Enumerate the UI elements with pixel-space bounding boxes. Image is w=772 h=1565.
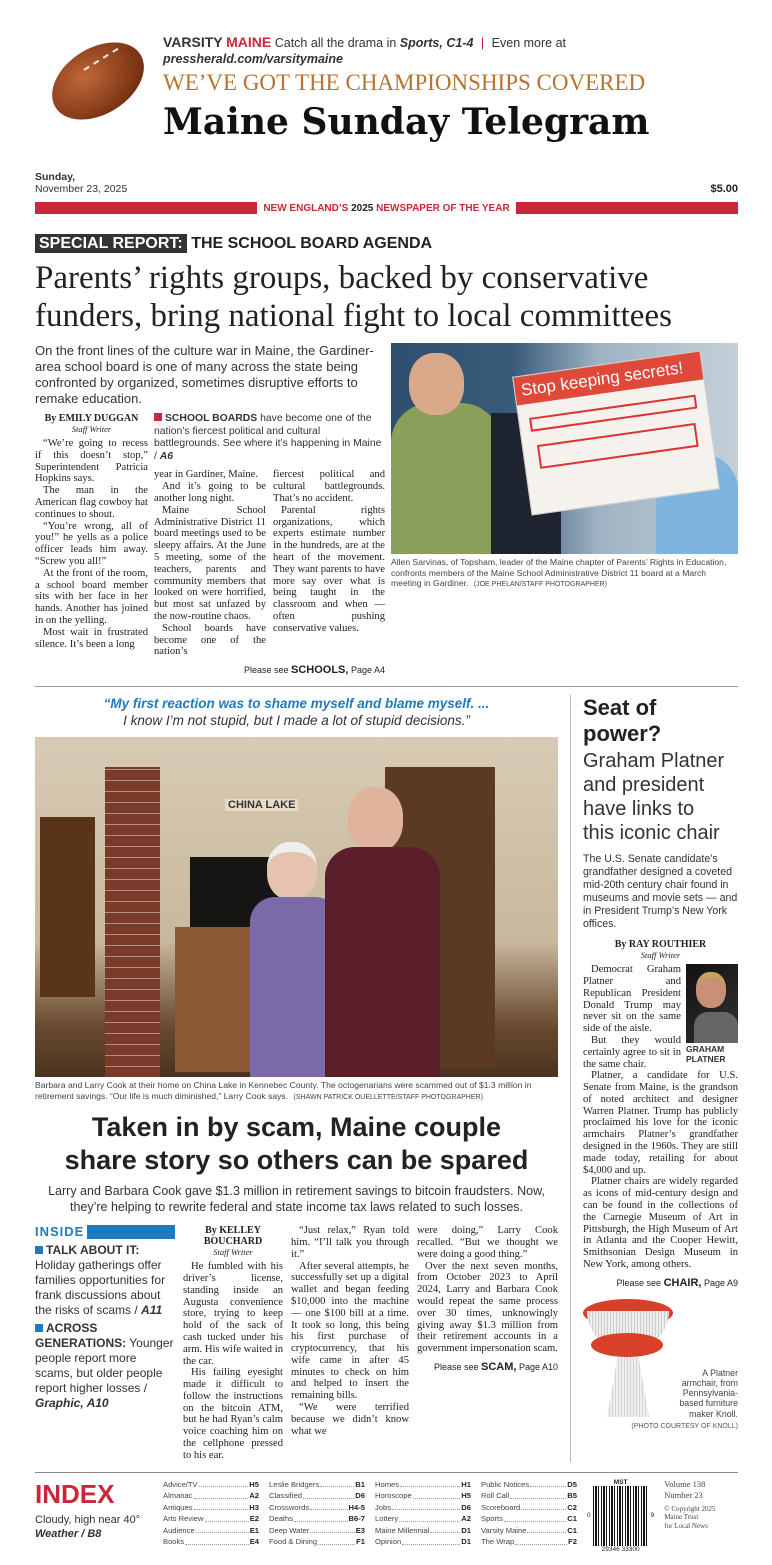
platner-chair-photo <box>583 1299 673 1419</box>
index-page: B6-7 <box>348 1514 365 1524</box>
index-page: B5 <box>567 1491 577 1501</box>
index-page: E1 <box>249 1525 259 1535</box>
chair-headline-line: have links to <box>583 798 695 821</box>
index-page: D6 <box>461 1502 471 1512</box>
chair-byline: By RAY ROUTHIER Staff Writer <box>614 939 707 961</box>
index-page: B1 <box>355 1479 365 1489</box>
index-section-name: Audience <box>163 1525 195 1535</box>
paragraph: “Just relax,” Ryan told him. “I’ll talk you through it.” <box>291 1225 409 1260</box>
lead-col-3 <box>273 469 385 658</box>
index-column <box>375 1479 471 1553</box>
paragraph: But they would certainly agree to sit in the same chair. <box>583 1034 681 1070</box>
index-section-name: Homes <box>375 1479 400 1489</box>
paragraph: year in Gardiner, Maine. <box>154 469 258 481</box>
promo-sports-ref: Sports, C1-4 <box>399 36 474 50</box>
promo-separator: | <box>480 36 485 50</box>
lead-byline: By EMILY DUGGAN Staff Writer <box>44 413 139 434</box>
chair-kicker[interactable]: Seat of power? <box>583 695 662 747</box>
index-entry[interactable] <box>163 1502 259 1514</box>
index-section-name: Jobs <box>375 1502 392 1512</box>
index-section-name: The Wrap <box>481 1537 515 1547</box>
weather[interactable]: Cloudy, high near 40° Weather / B8 <box>35 1513 141 1540</box>
index-page: H4-5 <box>348 1502 365 1512</box>
index-section-name: Lottery <box>375 1514 399 1524</box>
lead-headline-line: Parents’ rights groups, backed by conservative <box>35 260 649 296</box>
index-entry[interactable] <box>481 1513 577 1525</box>
paragraph: School boards have become one of the nation’s <box>154 622 266 658</box>
scam-headline-line: Taken in by scam, Maine couple <box>91 1112 502 1143</box>
platner-mug-label: GRAHAM PLATNER <box>686 1044 726 1064</box>
index-page: H5 <box>461 1491 471 1501</box>
lead-deck: On the front lines of the culture war in Maine, the Gardiner-area school board is one of many across the state being confronted by organized, sometimes disruptive efforts to remake education. <box>35 343 374 406</box>
masthead-area <box>35 34 738 169</box>
index-page: A2 <box>249 1491 259 1501</box>
lead-headline-line: funders, bring national fight to local committees <box>35 298 672 334</box>
schools-jump[interactable]: Please see SCHOOLS, Page A4 <box>243 664 385 677</box>
index-section-name: Horoscope <box>375 1491 412 1501</box>
index-page: C1 <box>567 1525 577 1535</box>
index-entry[interactable] <box>163 1536 259 1548</box>
promo-text-b: Even more at <box>491 36 566 50</box>
index-section-name: Scoreboard <box>481 1502 521 1512</box>
index-page: F1 <box>356 1537 365 1547</box>
platner-mug-block <box>686 964 738 1064</box>
paragraph: After several attempts, he successfully set up a digital wallet and began feeding $10,000 into the machine — one $100 bill at a time. It took so long, this being his first purchase of cryptocurrency, that his wife came in after 45 minutes to check on him and helped to insert the remaining bills. <box>291 1260 409 1402</box>
lead-col-1 <box>35 438 148 650</box>
index-entry[interactable] <box>269 1536 365 1548</box>
index-page: E3 <box>355 1525 365 1535</box>
promo-url[interactable]: pressherald.com/varsitymaine <box>163 52 343 66</box>
paragraph: At the front of the room, a school board member sits with her face in her hands. Another has joined in on the yelling. <box>35 567 148 626</box>
index-entry[interactable] <box>375 1525 471 1537</box>
masthead-day: Sunday, <box>35 171 76 183</box>
index-page: E2 <box>249 1514 259 1524</box>
chair-headline-line: Graham Platner <box>583 750 725 773</box>
inside-item-talk[interactable]: TALK ABOUT IT: Holiday gatherings offer families opportunities for frank discussions about the risks of scams / A11 <box>35 1243 166 1318</box>
paragraph: “We were terrified because we didn’t know what we <box>291 1402 409 1437</box>
index-entry[interactable] <box>269 1513 365 1525</box>
lead-headline[interactable] <box>35 259 738 335</box>
kicker-text: THE SCHOOL BOARD AGENDA <box>191 235 433 252</box>
protest-sign-text: Stop keeping secrets! <box>513 352 703 406</box>
scam-headline-line: share story so others can be spared <box>64 1145 529 1176</box>
cook-photo-caption: Barbara and Larry Cook at their home on China Lake in Kennebec County. The octogenarians were scammed out of $1.3 million in retirement savings. “Our life is much diminished,” Larry Cook says. (SHAWN PATRICK OUELLETTE/STAFF PHOTOGRAPHER) <box>35 1080 532 1101</box>
index-section-name: Almanac <box>163 1491 193 1501</box>
varsity-promo[interactable] <box>163 34 738 67</box>
index-page: F2 <box>568 1537 577 1547</box>
special-report-kicker <box>35 233 738 255</box>
masthead-date: November 23, 2025 <box>35 183 128 195</box>
china-lake-sign: CHINA LAKE <box>225 799 298 811</box>
platner-mugshot <box>686 964 738 1043</box>
inside-box <box>35 1225 175 1462</box>
scam-col-3 <box>417 1225 558 1355</box>
cook-couple-photo <box>35 737 558 1077</box>
index-entry[interactable] <box>481 1525 577 1537</box>
index-title: INDEX <box>35 1478 115 1509</box>
index-entry[interactable] <box>375 1536 471 1548</box>
promo-text: Catch all the drama in <box>274 36 400 50</box>
index-section <box>35 1472 738 1553</box>
index-section-name: Sports <box>481 1514 503 1524</box>
school-board-photo <box>391 343 738 554</box>
index-column <box>481 1479 577 1553</box>
index-section-name: Opinion <box>375 1537 402 1547</box>
index-section-name: Public Notices <box>481 1479 530 1489</box>
chair-photo-credit: (PHOTO COURTESY OF KNOLL) <box>631 1422 738 1430</box>
index-section-name: Advice/TV <box>163 1479 198 1489</box>
index-entry[interactable] <box>163 1513 259 1525</box>
paragraph: Platner, a candidate for U.S. Senate from Maine, is the grandson of noted architect and designer Warren Platner. Trump has publicly proclaimed his love for the iconic armchairs Platner’s grandfather designed in the 1960s. They are still made today, retailing for about $4,000 and up. <box>583 1070 738 1176</box>
barcode: 0 MST 29346 33300 9 <box>587 1478 655 1553</box>
paragraph: Parental rights organizations, which experts estimate number in the hundreds, are at the heart of the movement. They want parents to have more say over what is being taught in the classroom and when — often pushing conservative values. <box>273 504 385 634</box>
index-section-name: Roll Call <box>481 1491 510 1501</box>
scam-headline[interactable] <box>35 1111 558 1177</box>
index-section-name: Crosswords <box>269 1502 310 1512</box>
lead-col-2 <box>154 469 266 658</box>
index-entry[interactable] <box>375 1479 471 1491</box>
index-entry[interactable] <box>269 1502 365 1514</box>
index-column <box>269 1479 365 1553</box>
price: $5.00 <box>710 183 738 195</box>
index-page: H1 <box>461 1479 471 1489</box>
scam-col-1 <box>183 1261 283 1462</box>
index-entry[interactable] <box>375 1513 471 1525</box>
paragraph: Platner chairs are widely regarded as icons of mid-century design and can be found in the collections of the Carnegie Museum of Art in Pittsburgh, the High Museum of Art in Atlanta and the Cooper Hewitt, Smithsonian Design Museum in New York, among others. <box>583 1176 738 1271</box>
index-page: E4 <box>249 1537 259 1547</box>
index-page: D5 <box>567 1479 577 1489</box>
paragraph: Democrat Graham Platner and Republican President Donald Trump may never sit on the same side of the aisle. <box>583 964 681 1035</box>
index-entry[interactable] <box>481 1536 577 1548</box>
inside-item-generations[interactable]: ACROSS GENERATIONS: Younger people report more scams, but older people report higher losses / Graphic, A10 <box>35 1321 174 1411</box>
index-entry[interactable] <box>481 1479 577 1491</box>
index-section-name: Deep Water <box>269 1525 310 1535</box>
index-section-name: Classified <box>269 1491 302 1501</box>
chair-deck: The U.S. Senate candidate’s grandfather designed a coveted mid-20th century chair found in museums and movie sets — and in President Trump’s New York offices. <box>583 853 738 931</box>
index-entry[interactable] <box>269 1525 365 1537</box>
section-divider <box>35 686 738 687</box>
index-section-name: Books <box>163 1537 185 1547</box>
index-section-name: Deaths <box>269 1514 294 1524</box>
tagline-bar <box>35 201 738 215</box>
paragraph: Most wait in frustrated silence. It’s been a long <box>35 626 148 650</box>
index-section-name: Maine Millennial <box>375 1525 430 1535</box>
index-entry[interactable] <box>163 1525 259 1537</box>
kicker-label: SPECIAL REPORT: <box>35 234 187 253</box>
inside-label: INSIDE <box>35 1225 175 1239</box>
chair-headline-line: this iconic chair <box>583 822 720 845</box>
index-page: H5 <box>249 1479 259 1489</box>
index-entry[interactable] <box>269 1479 365 1491</box>
scam-pull-quote: “My first reaction was to shame myself and blame myself. ... I know I’m not stupid, but I made a lot of stupid decisions.” <box>103 696 490 729</box>
volume-info: Volume 138 Number 23 © Copyright 2025 Maine Trust for Local News <box>664 1478 716 1530</box>
paragraph: Maine School Administrative District 11 board meetings used to be sleepy affairs. At the June 5 meeting, some of the teachers, parents and community members that looked on were horrified, but most sat unfazed by the now-routine chaos. <box>154 504 266 622</box>
chair-body-text <box>583 1070 738 1271</box>
chair-jump[interactable]: Please see CHAIR, Page A9 <box>616 1276 738 1289</box>
scam-byline: By KELLEY BOUCHARD Staff Writer <box>203 1225 263 1258</box>
index-page: D6 <box>355 1491 365 1501</box>
varsity-brand: VARSITY <box>163 34 223 50</box>
school-boards-teaser[interactable]: SCHOOL BOARDS have become one of the nation’s fiercest political and cultural battlegrounds. See where it’s happening in Maine / A6 <box>154 413 382 462</box>
index-entry[interactable] <box>481 1502 577 1514</box>
newspaper-of-year-tagline: NEW ENGLAND’S 2025 NEWSPAPER OF THE YEAR <box>263 202 510 214</box>
index-page: H3 <box>249 1502 259 1512</box>
paragraph: “You’re wrong, all of you!” he yells as a police officer leads him away. “Screw you all!” <box>35 520 148 567</box>
index-page: D1 <box>461 1525 471 1535</box>
masthead-title: Maine Sunday Telegram <box>163 101 650 143</box>
index-section-name: Food & Dining <box>269 1537 318 1547</box>
paragraph: were doing,” Larry Cook recalled. “But we thought we were doing a good thing.” <box>417 1225 558 1260</box>
scam-col-2 <box>291 1225 409 1462</box>
index-page: D1 <box>461 1537 471 1547</box>
championships-banner: WE’VE GOT THE CHAMPIONSHIPS COVERED <box>163 70 646 95</box>
chair-headline[interactable] <box>583 749 738 845</box>
paragraph: And it’s going to be another long night. <box>154 481 266 504</box>
index-entry[interactable] <box>163 1479 259 1491</box>
index-entry[interactable] <box>375 1502 471 1514</box>
index-page: C2 <box>567 1502 577 1512</box>
paragraph: His failing eyesight made it difficult to follow the instructions on the bitcoin ATM, but he had Ryan’s calm voice coaching him on the cellphone pressed to his ear. <box>183 1367 283 1461</box>
varsity-brand-maine: MAINE <box>226 34 272 50</box>
index-column <box>163 1479 259 1553</box>
index-section-name: Leslie Bridgers <box>269 1479 320 1489</box>
masthead-dateline <box>35 171 127 195</box>
index-section-name: Antiques <box>163 1502 193 1512</box>
chair-photo-caption: A Platner armchair, from Pennsylvania-based furniture maker Knoll. <box>679 1367 738 1419</box>
scam-deck: Larry and Barbara Cook gave $1.3 million in retirement savings to bitcoin fraudsters. Now, they’re helping to rewrite federal and state income tax laws related to such losses. <box>48 1184 545 1215</box>
paragraph: He fumbled with his driver’s license, standing inside an Augusta convenience store, trying to keep hold of the sack of cash tucked under his arm. His wife waited in the car. <box>183 1261 283 1367</box>
school-board-photo-caption: Allen Sarvinas, of Topsham, leader of the Maine chapter of Parents’ Rights in Education, confronts members of the Maine School Administrative District 11 board at a March meeting in Gardiner. (JOE PHELAN/STAFF PHOTOGRAPHER) <box>391 557 727 588</box>
scam-jump[interactable]: Please see SCAM, Page A10 <box>433 1360 558 1373</box>
chair-headline-line: and president <box>583 774 705 797</box>
index-page: A2 <box>461 1514 471 1524</box>
index-section-name: Arts Review <box>163 1514 204 1524</box>
paragraph: “We’re going to recess if this doesn’t stop,” Superintendent Patricia Hopkins says. <box>35 438 148 485</box>
football-image <box>40 36 152 132</box>
index-page: C1 <box>567 1514 577 1524</box>
paragraph: Over the next seven months, from October 2023 to April 2024, Larry and Barbara Cook would repeat the same process over 30 times, unknowingly giving away $1.3 million from their retirement accounts in a government impersonation scam. <box>417 1260 558 1355</box>
paragraph: The man in the American flag cowboy hat continues to shout. <box>35 485 148 520</box>
index-section-name: Varsity Maine <box>481 1525 527 1535</box>
paragraph: fiercest political and cultural battlegrounds. That’s no accident. <box>273 469 385 504</box>
